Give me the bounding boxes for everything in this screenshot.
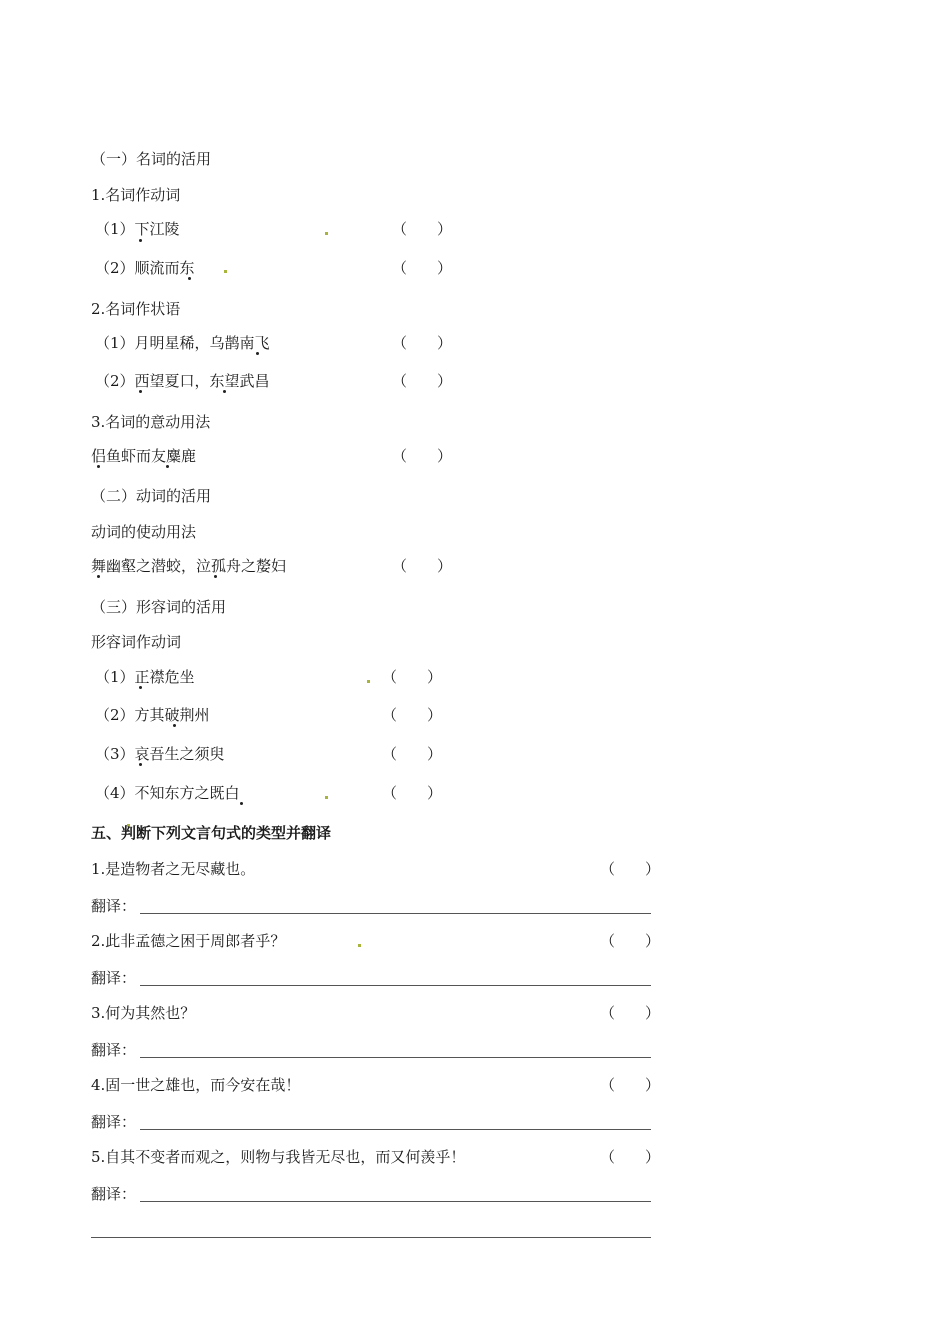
subheading-verb-causative: 动词的使动用法 [91, 523, 197, 541]
scan-speck [367, 680, 370, 683]
translation-line[interactable] [140, 1057, 651, 1058]
emphasis-dot [256, 352, 259, 355]
sentence-item: 3.何为其然也？ [91, 1004, 196, 1022]
emphasis-dot [240, 802, 243, 805]
subheading-noun-as-verb: 1.名词作动词 [91, 186, 181, 204]
sentence-item: 5.自其不变者而观之，则物与我皆无尽也，而又何羡乎！ [91, 1148, 466, 1166]
subheading-adjective-as-verb: 形容词作动词 [91, 633, 182, 651]
answer-blank[interactable]: （ ） [600, 1076, 661, 1094]
answer-blank[interactable]: （ ） [392, 372, 453, 390]
question-item: 舞幽壑之潜蛟，泣孤舟之嫠妇 [91, 557, 287, 575]
translate-label: 翻译： [91, 1185, 137, 1203]
question-item: 侣鱼虾而友麋鹿 [91, 447, 197, 465]
emphasis-dot [139, 686, 142, 689]
subheading-noun-as-adverbial: 2.名词作状语 [91, 300, 181, 318]
translate-label: 翻译： [91, 1113, 137, 1131]
question-item: （1）正襟危坐 [95, 668, 195, 686]
question-item: （3）哀吾生之须臾 [95, 745, 225, 763]
emphasis-dot [139, 390, 142, 393]
translation-line[interactable] [140, 913, 651, 914]
answer-blank[interactable]: （ ） [392, 220, 453, 238]
emphasis-dot [173, 724, 176, 727]
translate-label: 翻译： [91, 969, 137, 987]
part-5-title: 五、判断下列文言句式的类型并翻译 [91, 824, 332, 842]
translation-line[interactable] [140, 1201, 651, 1202]
section-heading-noun-usage: （一）名词的活用 [91, 150, 212, 168]
answer-blank[interactable]: （ ） [392, 447, 453, 465]
question-item: （1）下江陵 [95, 220, 180, 238]
answer-blank[interactable]: （ ） [392, 259, 453, 277]
sentence-item: 1.是造物者之无尽藏也。 [91, 860, 256, 878]
translate-label: 翻译： [91, 1041, 137, 1059]
question-item: （2）顺流而东 [95, 259, 195, 277]
answer-blank[interactable]: （ ） [600, 860, 661, 878]
translate-label: 翻译： [91, 897, 137, 915]
answer-blank[interactable]: （ ） [382, 784, 443, 802]
answer-blank[interactable]: （ ） [382, 668, 443, 686]
emphasis-dot [139, 763, 142, 766]
sentence-item: 4.固一世之雄也，而今安在哉！ [91, 1076, 301, 1094]
section-heading-adjective-usage: （三）形容词的活用 [91, 598, 227, 616]
translation-line[interactable] [91, 1237, 651, 1238]
answer-blank[interactable]: （ ） [600, 932, 661, 950]
scan-speck [224, 270, 227, 273]
answer-blank[interactable]: （ ） [392, 557, 453, 575]
emphasis-dot [223, 390, 226, 393]
emphasis-dot [214, 575, 217, 578]
question-item: （2）方其破荆州 [95, 706, 210, 724]
section-heading-verb-usage: （二）动词的活用 [91, 487, 212, 505]
answer-blank[interactable]: （ ） [392, 334, 453, 352]
scan-speck [325, 232, 328, 235]
translation-line[interactable] [140, 1129, 651, 1130]
translation-line[interactable] [140, 985, 651, 986]
question-item: （4）不知东方之既白 [95, 784, 240, 802]
emphasis-dot [166, 465, 169, 468]
emphasis-dot [188, 277, 191, 280]
emphasis-dot [97, 575, 100, 578]
emphasis-dot [139, 239, 142, 242]
subheading-noun-putative: 3.名词的意动用法 [91, 413, 211, 431]
scan-speck [358, 944, 361, 947]
answer-blank[interactable]: （ ） [600, 1148, 661, 1166]
emphasis-dot [97, 465, 100, 468]
answer-blank[interactable]: （ ） [600, 1004, 661, 1022]
answer-blank[interactable]: （ ） [382, 745, 443, 763]
answer-blank[interactable]: （ ） [382, 706, 443, 724]
question-item: （1）月明星稀，乌鹊南飞 [95, 334, 270, 352]
question-item: （2）西望夏口，东望武昌 [95, 372, 270, 390]
scan-speck [325, 796, 328, 799]
sentence-item: 2.此非孟德之困于周郎者乎？ [91, 932, 286, 950]
